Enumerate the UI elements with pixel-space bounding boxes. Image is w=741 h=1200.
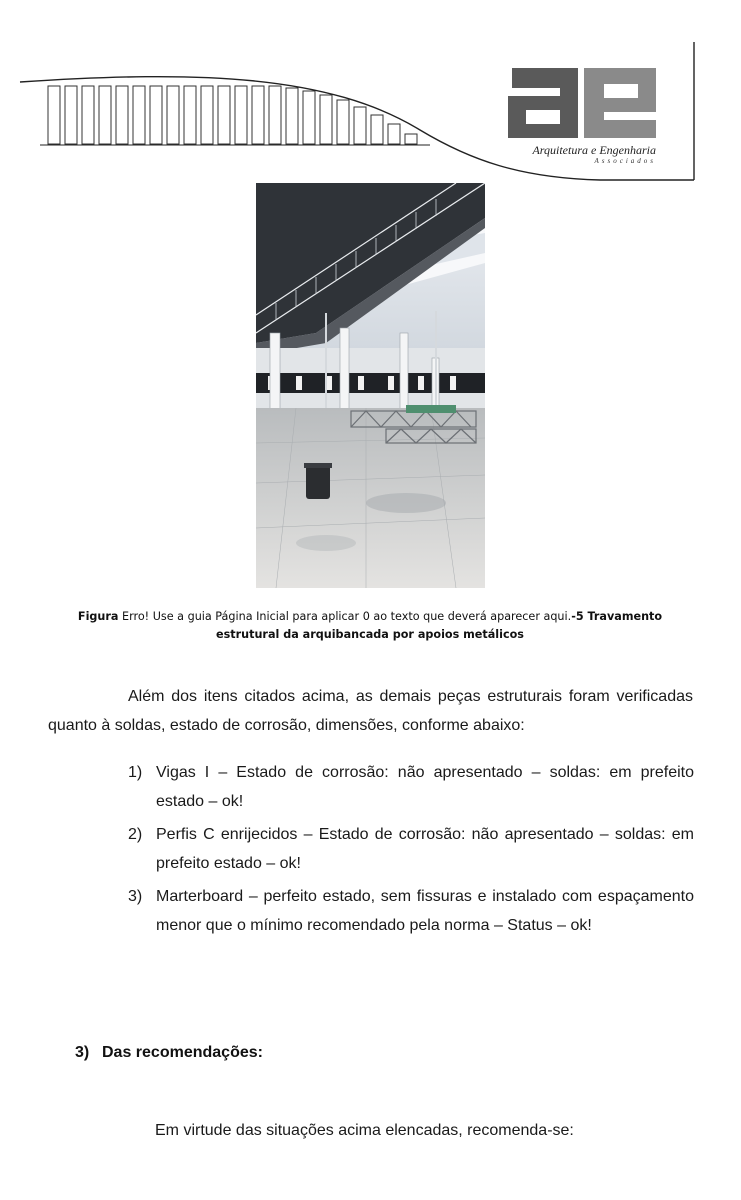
list-item-text: Perfis C enrijecidos – Estado de corrosão: não apresentado – soldas: em prefeito estado – ok! [156,826,694,872]
trash-bin-icon [304,463,332,499]
list-item-text: Vigas I – Estado de corrosão: não apresentado – soldas: em prefeito estado – ok! [156,764,694,810]
list-item-text: Marterboard – perfeito estado, sem fissuras e instalado com espaçamento menor que o mínimo recomendado pela norma – Status – ok! [156,888,694,934]
section-number: 3) [75,1044,90,1061]
list-item-number: 1) [128,764,143,781]
caption-error-text: Erro! Use a guia Página Inicial para aplicar 0 ao texto que deverá aparecer aqui. [118,610,572,623]
logo-subtitle: Associados [594,157,656,165]
list-item [128,820,694,878]
list-item-number: 3) [128,888,143,905]
section-heading [75,1044,263,1062]
closing-sentence: Em virtude das situações acima elencadas, recomenda-se: [155,1122,574,1139]
caption-title: estrutural da arquibancada por apoios metálicos [216,628,524,641]
logo-tagline: Arquitetura e Engenharia [532,143,656,157]
intro-paragraph-text: Além dos itens citados acima, as demais peças estruturais foram verificadas quanto à soldas, estado de corrosão, dimensões, conforme abaixo: [48,688,693,734]
inspection-list [128,758,694,944]
ae-logo-icon [508,68,656,138]
intro-paragraph [48,682,693,740]
caption-number: -5 Travamento [571,610,663,623]
figure-caption [40,608,700,644]
document-header [0,0,741,190]
stadium-stands-photo [256,183,485,588]
section-title-text: Das recomendações: [102,1044,263,1061]
list-item-number: 2) [128,826,143,843]
list-item [128,758,694,816]
header-stripes [48,86,417,144]
caption-label: Figura [77,610,119,623]
photo-illustration [256,183,485,588]
list-item [128,882,694,940]
